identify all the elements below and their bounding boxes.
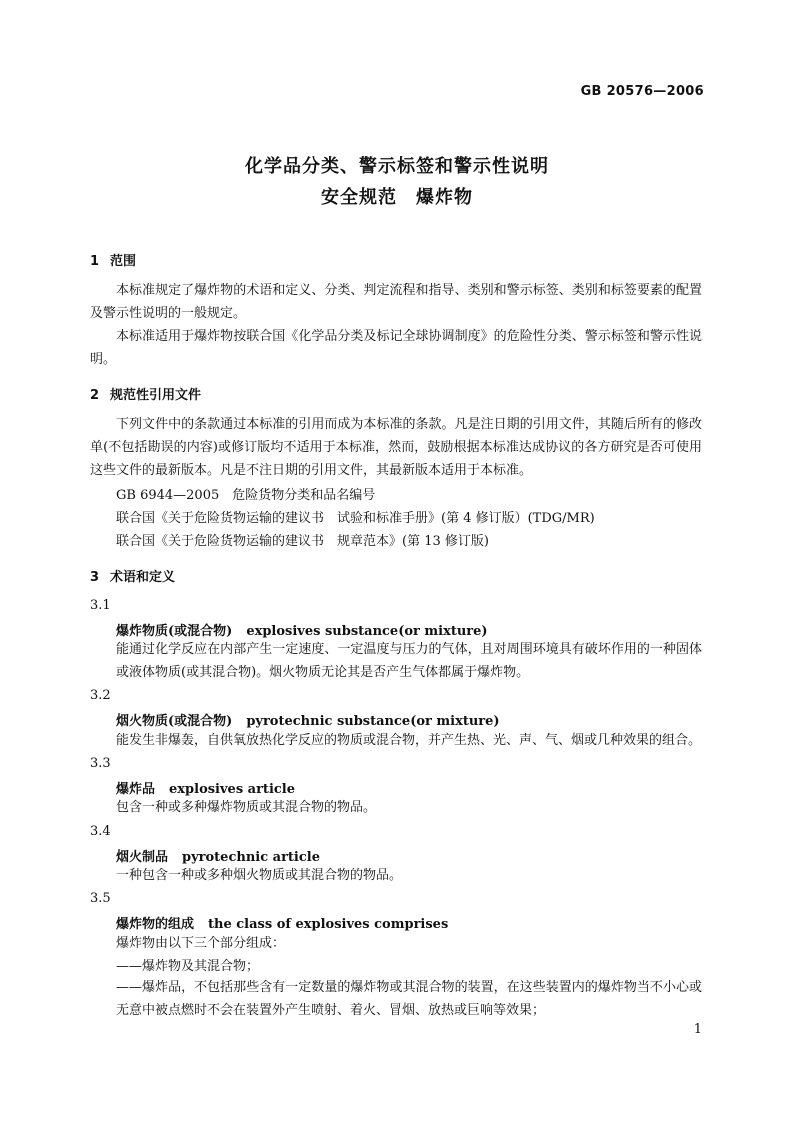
- term-cn: 烟火制品: [116, 850, 169, 865]
- reference-item: GB 6944—2005 危险货物分类和品名编号: [116, 488, 376, 503]
- clause-number: 3.2: [90, 688, 111, 703]
- list-item: [116, 976, 702, 1022]
- term-en: explosives substance(or mixture): [246, 624, 488, 639]
- section-number: 3: [90, 570, 100, 585]
- standard-number: GB 20576—2006: [580, 84, 704, 99]
- section-title: 术语和定义: [110, 570, 176, 585]
- clause-number: 3.3: [90, 756, 111, 771]
- section-1-body: [90, 279, 702, 371]
- section-2-heading: [90, 384, 201, 403]
- section-2-body: [90, 413, 702, 482]
- section-3-heading: [90, 566, 175, 585]
- paragraph: 下列文件中的条款通过本标准的引用而成为本标准的条款。凡是注日期的引用文件，其随后所有的修改单(不包括勘误的内容)或修订版均不适用于本标准，然而，鼓励根据本标准达成协议的各方研究是否可使用这些文件的最新版本。凡是不注日期的引用文件，其最新版本适用于本标准。: [90, 417, 702, 478]
- page-number: 1: [693, 1022, 702, 1037]
- term-cn: 爆炸物质(或混合物): [116, 624, 233, 639]
- term-cn: 爆炸物的组成: [116, 917, 195, 932]
- reference-item: 联合国《关于危险货物运输的建议书 试验和标准手册》(第 4 修订版）(TDG/MR): [116, 511, 595, 526]
- term-heading: [116, 778, 295, 797]
- list-item-text: ——爆炸品，不包括那些含有一定数量的爆炸物或其混合物的装置，在这些装置内的爆炸物当不小心或无意中被点燃时不会在装置外产生喷射、着火、冒烟、放热或巨响等效果；: [116, 980, 702, 1018]
- paragraph: 本标准适用于爆炸物按联合国《化学品分类及标记全球协调制度》的危险性分类、警示标签和警示性说明。: [90, 329, 702, 367]
- clause-number: 3.5: [90, 891, 111, 906]
- list-item: ——爆炸物及其混合物；: [116, 959, 260, 974]
- section-number: 2: [90, 388, 100, 403]
- section-1-heading: [90, 250, 136, 269]
- term-en: pyrotechnic substance(or mixture): [246, 714, 500, 729]
- term-definition: 爆炸物由以下三个部分组成：: [116, 936, 286, 951]
- term-en: explosives article: [169, 782, 296, 797]
- term-heading: [116, 846, 320, 865]
- term-definition: 包含一种或多种爆炸物质或其混合物的物品。: [116, 800, 377, 815]
- term-cn: 爆炸品: [116, 782, 156, 797]
- clause-number: 3.4: [90, 824, 111, 839]
- section-title: 范围: [110, 254, 137, 269]
- section-number: 1: [90, 254, 100, 269]
- document-title-line2: 安全规范 爆炸物: [321, 187, 473, 208]
- term-heading: [116, 620, 488, 639]
- term-cn: 烟火物质(或混合物): [116, 714, 233, 729]
- term-en: the class of explosives comprises: [208, 917, 449, 932]
- section-title: 规范性引用文件: [110, 388, 202, 403]
- clause-number: 3.1: [90, 598, 111, 613]
- term-definition: 一种包含一种或多种烟火物质或其混合物的物品。: [116, 868, 403, 883]
- reference-item: 联合国《关于危险货物运输的建议书 规章范本》(第 13 修订版): [116, 534, 489, 549]
- term-en: pyrotechnic article: [182, 850, 320, 865]
- term-heading: [116, 913, 448, 932]
- document-title-line1: 化学品分类、警示标签和警示性说明: [245, 156, 549, 177]
- term-definition: 能发生非爆轰，自供氧放热化学反应的物质或混合物，并产生热、光、声、气、烟或几种效果的组合。: [116, 733, 702, 748]
- term-definition: 能通过化学反应在内部产生一定速度、一定温度与压力的气体，且对周围环境具有破坏作用的一种固体或液体物质(或其混合物)。烟火物质无论其是否产生气体都属于爆炸物。: [116, 642, 702, 680]
- term-heading: [116, 710, 500, 729]
- paragraph: 本标准规定了爆炸物的术语和定义、分类、判定流程和指导、类别和警示标签、类别和标签要素的配置及警示性说明的一般规定。: [90, 283, 702, 321]
